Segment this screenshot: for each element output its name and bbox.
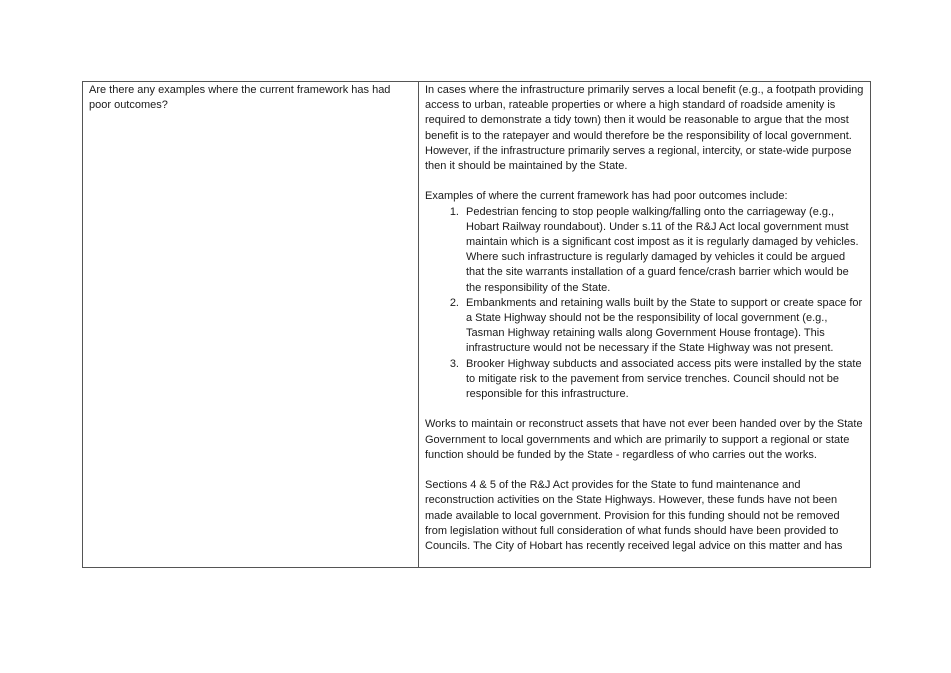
examples-heading: Examples of where the current framework has had poor outcomes include: (425, 190, 788, 203)
list-item-number: 1. (449, 205, 459, 218)
submission-table (82, 81, 871, 568)
question-cell (83, 82, 419, 567)
examples-list (425, 205, 864, 403)
list-item (425, 296, 864, 357)
list-item-text: Embankments and retaining walls built by the State to support or create space for a State Highway should not be the responsibility of local government (e.g., Tasman Highway retaining walls along Government House frontage). This infrastructure would not be necessary if the State Highway was not present. (466, 296, 863, 355)
list-item (425, 357, 864, 403)
list-item-text: Pedestrian fencing to stop people walking/falling onto the carriageway (e.g., Hobart Railway roundabout). Under s.11 of the R&J Act local government must maintain which is a significant cost impost as it is regularly damaged by vehicles. Where such infrastructure is regularly damaged by vehicles it could be argued that the site warrants installation of a guard fence/crash barrier which would be the responsibility of the State. (466, 205, 859, 294)
paragraph-spacer (425, 174, 864, 189)
question-text: Are there any examples where the current framework has had poor outcomes? (89, 84, 391, 112)
paragraph-spacer (425, 402, 864, 417)
list-item-number: 2. (449, 296, 459, 309)
paragraph-spacer (425, 463, 864, 478)
answer-cell (419, 82, 870, 567)
list-item-text: Brooker Highway subducts and associated access pits were installed by the state to mitigate risk to the pavement from service trenches. Council should not be responsible for this infrastructure. (466, 357, 862, 401)
sections-paragraph: Sections 4 & 5 of the R&J Act provides for the State to fund maintenance and reconstruction activities on the State Highways. However, these funds have not been made available to local government. Provision for this funding should not be removed from legislation without full consideration of what funds should have been provided to Councils. The City of Hobart has recently received legal advice on this matter and has (425, 479, 843, 553)
list-item (425, 205, 864, 296)
works-paragraph: Works to maintain or reconstruct assets that have not ever been handed over by the State Government to local governments and which are primarily to support a regional or state function should be funded by the State - regardless of who carries out the works. (425, 418, 863, 461)
list-item-number: 3. (449, 357, 459, 370)
answer-intro-paragraph: In cases where the infrastructure primarily serves a local benefit (e.g., a footpath providing access to urban, rateable properties or where a high standard of roadside amenity is required to demonstrate a tidy town) then it would be reasonable to argue that the most benefit is to the ratepayer and would therefore be the responsibility of local government. However, if the infrastructure primarily serves a regional, intercity, or state-wide purpose then it should be maintained by the State. (425, 84, 864, 173)
